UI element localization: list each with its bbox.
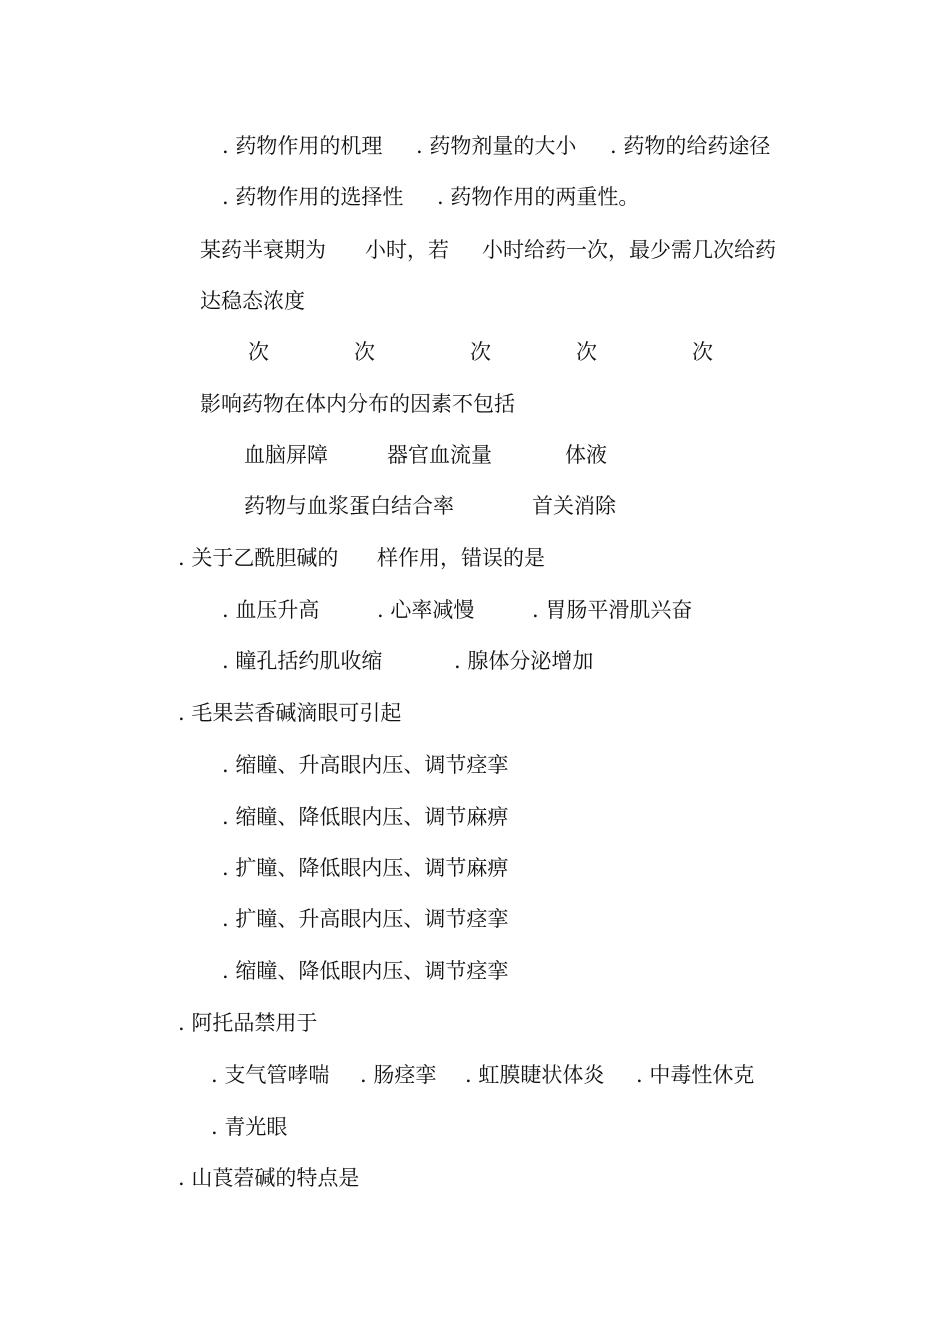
text-segment: 次 bbox=[248, 340, 269, 364]
text-segment: 次 bbox=[576, 340, 597, 364]
text-segment: . 胃肠平滑肌兴奋 bbox=[532, 598, 693, 622]
text-segment: . 药物剂量的大小 bbox=[416, 134, 577, 158]
text-segment: 影响药物在体内分布的因素不包括 bbox=[200, 392, 515, 416]
text-segment: . 山莨菪碱的特点是 bbox=[178, 1166, 360, 1190]
text-segment: . 缩瞳、降低眼内压、调节麻痹 bbox=[222, 805, 509, 829]
text-segment: . 瞳孔括约肌收缩 bbox=[222, 649, 383, 673]
text-segment: 样作用，错误的是 bbox=[377, 546, 545, 570]
text-segment: . 心率减慢 bbox=[377, 598, 475, 622]
text-segment: 达稳态浓度 bbox=[200, 289, 305, 313]
text-segment: . 药物的给药途径 bbox=[610, 134, 771, 158]
text-segment: 某药半衰期为 bbox=[200, 238, 326, 262]
text-segment: . 缩瞳、降低眼内压、调节痉挛 bbox=[222, 959, 509, 983]
text-segment: 体液 bbox=[565, 443, 607, 467]
text-segment: 次 bbox=[354, 340, 375, 364]
text-segment: 次 bbox=[470, 340, 491, 364]
text-segment: . 药物作用的选择性 bbox=[222, 185, 404, 209]
text-segment: . 中毒性休克 bbox=[636, 1063, 755, 1087]
text-segment: . 血压升高 bbox=[222, 598, 320, 622]
text-segment: . 阿托品禁用于 bbox=[178, 1011, 318, 1035]
text-segment: . 关于乙酰胆碱的 bbox=[178, 546, 339, 570]
text-segment: 小时，若 bbox=[365, 238, 449, 262]
text-segment: . 扩瞳、升高眼内压、调节痉挛 bbox=[222, 907, 509, 931]
text-segment: . 青光眼 bbox=[211, 1115, 288, 1139]
text-segment: . 腺体分泌增加 bbox=[454, 649, 594, 673]
text-segment: . 药物作用的两重性。 bbox=[437, 185, 640, 209]
text-segment: 小时给药一次，最少需几次给药 bbox=[482, 238, 776, 262]
text-segment: . 毛果芸香碱滴眼可引起 bbox=[178, 701, 402, 725]
text-segment: . 缩瞳、升高眼内压、调节痉挛 bbox=[222, 753, 509, 777]
text-segment: 次 bbox=[692, 340, 713, 364]
text-segment: 药物与血浆蛋白结合率 bbox=[244, 494, 454, 518]
text-segment: . 药物作用的机理 bbox=[222, 134, 383, 158]
text-line bbox=[0, 1165, 360, 1243]
text-segment: 首关消除 bbox=[532, 494, 616, 518]
text-segment: . 肠痉挛 bbox=[360, 1063, 437, 1087]
text-segment: . 支气管哮喘 bbox=[211, 1063, 330, 1087]
text-segment: 器官血流量 bbox=[387, 443, 492, 467]
text-segment: 血脑屏障 bbox=[244, 443, 328, 467]
text-segment: . 虹膜睫状体炎 bbox=[465, 1063, 605, 1087]
text-segment: . 扩瞳、降低眼内压、调节麻痹 bbox=[222, 856, 509, 880]
